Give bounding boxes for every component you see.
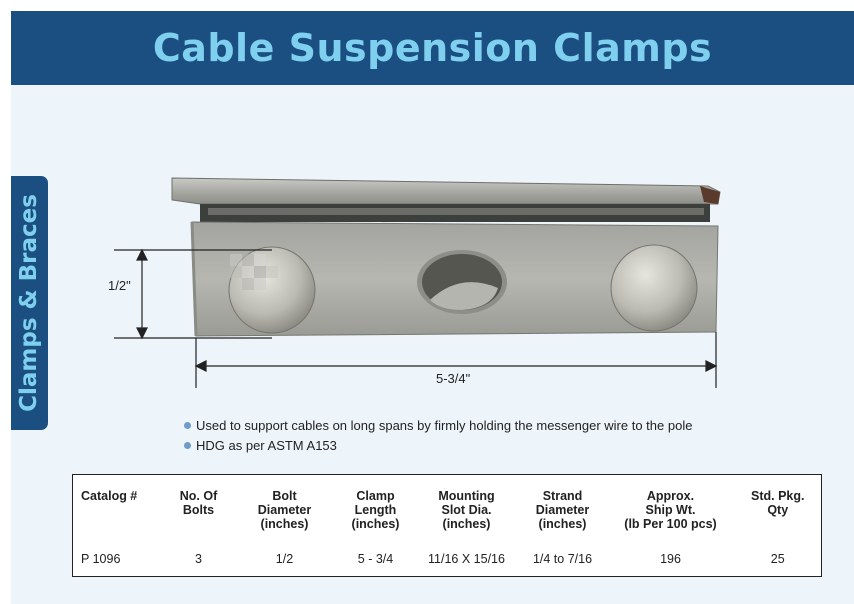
feature-list [183, 416, 692, 456]
left-bolt-head [229, 247, 315, 333]
feature-item [183, 436, 692, 456]
column-header-clamp-length: Clamp Length (inches) [351, 489, 400, 531]
left-margin [0, 0, 11, 604]
feature-item [183, 416, 692, 436]
bullet-icon [184, 422, 191, 429]
cell-bolts: 3 [195, 552, 202, 566]
cell-bolt-diameter: 1/2 [275, 552, 294, 566]
page-title: Cable Suspension Clamps [152, 26, 713, 70]
column-header-bolts: No. Of Bolts [179, 489, 218, 517]
bullet-icon [184, 442, 191, 449]
column-header-pkg-qty: Std. Pkg. Qty [751, 489, 805, 517]
cell-pkg-qty: 25 [770, 552, 785, 566]
column-header-strand-diameter: Strand Diameter (inches) [535, 489, 590, 531]
height-dimension-label: 1/2" [108, 278, 131, 293]
column-header-slot-diameter: Mounting Slot Dia. (inches) [438, 489, 495, 531]
feature-text: Used to support cables on long spans by firmly holding the messenger wire to the pole [196, 418, 693, 433]
top-margin [0, 0, 854, 11]
cell-catalog: P 1096 [81, 552, 121, 566]
table-header-row [73, 475, 822, 532]
product-illustration [100, 160, 740, 390]
clamp-top-plate [172, 178, 720, 222]
cell-strand-diameter: 1/4 to 7/16 [532, 552, 593, 566]
header-banner [11, 11, 854, 85]
cell-clamp-length: 5 - 3/4 [357, 552, 394, 566]
column-header-catalog: Catalog # [81, 489, 138, 503]
right-bolt-head [611, 245, 697, 331]
length-dimension-label: 5-3/4" [436, 371, 471, 386]
feature-text: HDG as per ASTM A153 [196, 438, 337, 453]
column-header-ship-weight: Approx. Ship Wt. (lb Per 100 pcs) [624, 489, 717, 531]
section-side-tab[interactable] [11, 176, 48, 430]
specification-table [72, 474, 822, 577]
section-tab-label: Clamps & Braces [16, 194, 42, 412]
cell-slot-diameter: 11/16 X 15/16 [428, 552, 505, 566]
cell-ship-weight: 196 [660, 552, 681, 566]
table-row [73, 531, 822, 577]
mounting-slot [417, 250, 507, 314]
column-header-bolt-diameter: Bolt Diameter (inches) [257, 489, 312, 531]
